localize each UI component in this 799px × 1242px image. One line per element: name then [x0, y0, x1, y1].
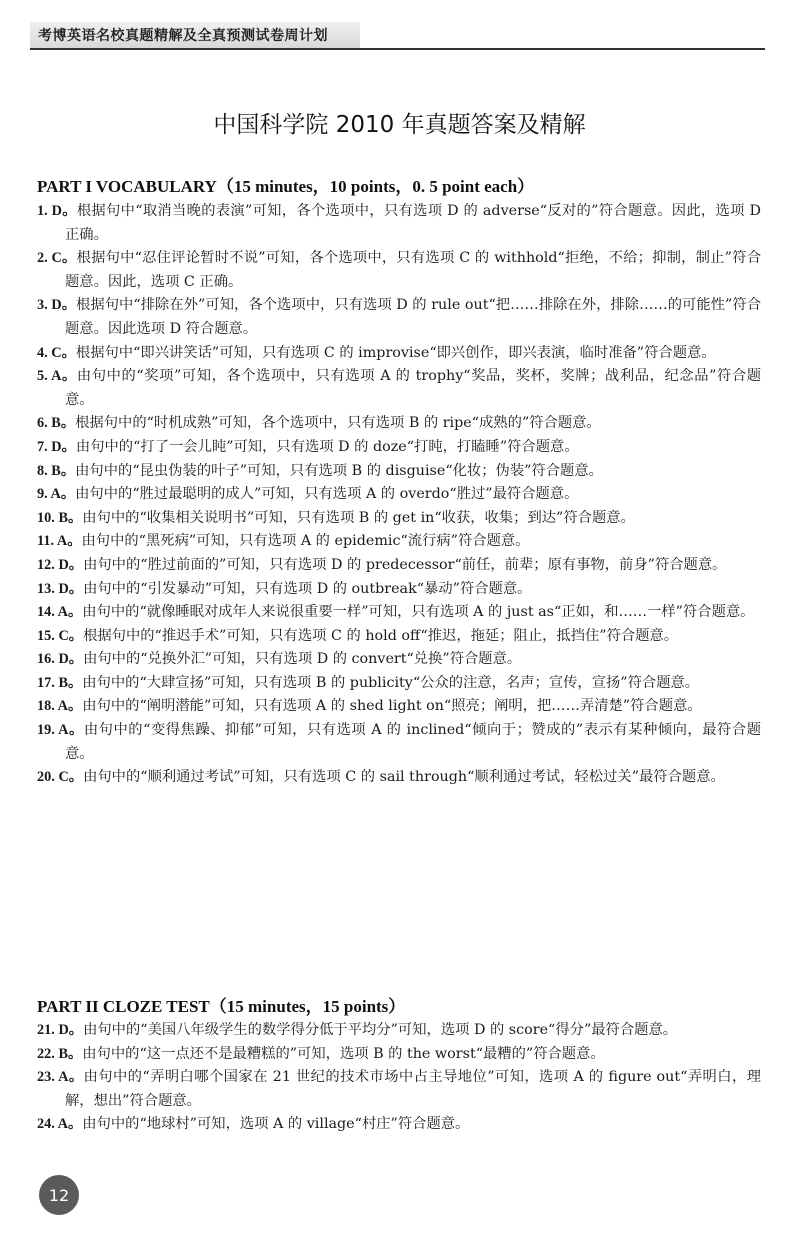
- answer-explanation: 由句中的“胜过最聪明的成人”可知，只有选项 A 的 overdo“胜过”最符合题意。: [75, 486, 579, 503]
- answer-explanation: 由句中的“胜过前面的”可知，只有选项 D 的 predecessor“前任，前辈；原有事物，前身”符合题意。: [83, 556, 727, 573]
- answer-explanation: 根据句中“排除在外”可知，各个选项中，只有选项 D 的 rule out“把……排除在外，排除……的可能性”符合题意。因此选项 D 符合题意。: [65, 297, 761, 337]
- answer-explanation: 由句中的“阐明潜能”可知，只有选项 A 的 shed light on“照亮；阐明，把……弄清楚”符合题意。: [82, 698, 702, 715]
- answer-item: [37, 1066, 761, 1113]
- answer-item: [37, 460, 761, 484]
- page-title: 中国科学院 2010 年真题答案及精解: [213, 112, 586, 138]
- answer-explanation: 由句中的“变得焦躁、抑郁”可知，只有选项 A 的 inclined“倾向于；赞成的”表示有某种倾向，最符合题意。: [65, 722, 761, 762]
- answer-item: [37, 200, 761, 247]
- answer-number: 22. B。: [37, 1045, 83, 1062]
- answer-number: 21. D。: [37, 1022, 84, 1038]
- page-number: 12: [39, 1175, 79, 1215]
- answer-number: 20. C。: [37, 769, 84, 786]
- answer-item: [37, 672, 761, 696]
- answer-item: [37, 436, 761, 460]
- answer-number: 17. B。: [37, 674, 83, 691]
- answer-explanation: 根据句中“忍住评论暂时不说”可知，各个选项中，只有选项 C 的 withhold“拒绝，不给；抑制，制止”符合题意。因此，选项 C 正确。: [65, 250, 762, 290]
- answer-number: 10. B。: [37, 509, 83, 526]
- answer-explanation: 由句中的“弄明白哪个国家在 21 世纪的技术市场中占主导地位”可知，选项 A 的 figure out“弄明白，理解，想出”符合题意。: [65, 1069, 761, 1109]
- answer-item: [37, 247, 761, 294]
- answer-item: [37, 483, 761, 507]
- answer-number: 3. D。: [37, 297, 77, 314]
- part2-heading: PART II CLOZE TEST（15 minutes，15 points）: [37, 997, 406, 1016]
- answer-explanation: 由句中的“地球村”可知，选项 A 的 village“村庄”符合题意。: [82, 1116, 470, 1133]
- answer-number: 24. A。: [37, 1116, 83, 1133]
- answer-number: 11. A。: [37, 533, 82, 550]
- answer-item: [37, 412, 761, 436]
- answer-number: 7. D。: [37, 438, 76, 455]
- running-header: [30, 22, 765, 50]
- answer-number: 14. A。: [37, 604, 83, 621]
- answer-item: [37, 601, 761, 625]
- answer-explanation: 由句中的“引发暴动”可知，只有选项 D 的 outbreak“暴动”符合题意。: [83, 580, 532, 597]
- answer-item: [37, 695, 761, 719]
- answer-number: 16. D。: [37, 651, 84, 668]
- answer-number: 1. D。: [37, 203, 77, 219]
- answer-number: 4. C。: [37, 344, 76, 361]
- answer-item: [37, 342, 761, 366]
- answer-item: [37, 578, 761, 602]
- answer-number: 5. A。: [37, 368, 77, 385]
- answer-explanation: 根据句中“取消当晚的表演”可知，各个选项中，只有选项 D 的 adverse“反对的”符合题意。因此，选项 D 正确。: [65, 203, 762, 243]
- answer-number: 2. C。: [37, 250, 77, 267]
- answer-item: [37, 554, 761, 578]
- answer-item: [37, 365, 761, 412]
- answer-number: 13. D。: [37, 580, 84, 597]
- answer-item: [37, 1113, 761, 1137]
- answer-explanation: 由句中的“大肆宣扬”可知，只有选项 B 的 publicity“公众的注意，名声；宣传，宣扬”符合题意。: [82, 674, 700, 691]
- answer-item: [37, 530, 761, 554]
- answer-number: 18. A。: [37, 698, 83, 715]
- answer-item: [37, 1019, 761, 1043]
- answer-item: [37, 648, 761, 672]
- answer-explanation: 根据句中的“时机成熟”可知，各个选项中，只有选项 B 的 ripe“成熟的”符合题意。: [75, 415, 601, 432]
- answer-explanation: 由句中的“美国八年级学生的数学得分低于平均分”可知，选项 D 的 score“得分”最符合题意。: [83, 1022, 678, 1038]
- answer-item: [37, 507, 761, 531]
- answer-number: 15. C。: [37, 627, 84, 644]
- answer-explanation: 由句中的“顺利通过考试”可知，只有选项 C 的 sail through“顺利通过考试，轻松过关”最符合题意。: [83, 769, 725, 786]
- answer-explanation: 由句中的“昆虫伪装的叶子”可知，只有选项 B 的 disguise“化妆；伪装”符合题意。: [75, 462, 603, 479]
- answer-number: 9. A。: [37, 486, 76, 503]
- answer-item: [37, 766, 761, 790]
- answer-explanation: 由句中的“兑换外汇”可知，只有选项 D 的 convert“兑换”符合题意。: [83, 651, 522, 668]
- answer-item: [37, 294, 761, 341]
- answer-number: 6. B。: [37, 415, 76, 432]
- header-text: 考博英语名校真题精解及全真预测试卷周计划: [38, 28, 328, 44]
- answer-number: 12. D。: [37, 556, 84, 573]
- answer-explanation: 根据句中的“推迟手术”可知，只有选项 C 的 hold off“推迟，拖延；阻止，抵挡住”符合题意。: [83, 627, 679, 644]
- answer-explanation: 由句中的“奖项”可知，各个选项中，只有选项 A 的 trophy“奖品，奖杯，奖牌；战利品，纪念品”符合题意。: [65, 368, 761, 408]
- answer-explanation: 由句中的“收集相关说明书”可知，只有选项 B 的 get in“收获，收集；到达”符合题意。: [82, 509, 635, 526]
- answer-item: [37, 625, 761, 649]
- part1-heading: PART I VOCABULARY（15 minutes，10 points，0. 5 point each）: [37, 177, 535, 196]
- answer-item: [37, 1043, 761, 1067]
- answer-number: 23. A。: [37, 1069, 84, 1086]
- answer-explanation: 由句中的“这一点还不是最糟糕的”可知，选项 B 的 the worst“最糟的”符合题意。: [82, 1045, 605, 1062]
- answer-explanation: 根据句中“即兴讲笑话”可知，只有选项 C 的 improvise“即兴创作，即兴表演，临时准备”符合题意。: [75, 344, 716, 361]
- answer-number: 19. A。: [37, 722, 84, 739]
- answer-number: 8. B。: [37, 462, 76, 479]
- part1-answer-list: [37, 200, 761, 790]
- answer-explanation: 由句中的“就像睡眠对成年人来说很重要一样”可知，只有选项 A 的 just as“正如，和……一样”符合题意。: [82, 604, 755, 621]
- answer-explanation: 由句中的“打了一会儿盹”可知，只有选项 D 的 doze“打盹，打瞌睡”符合题意。: [75, 438, 579, 455]
- answer-explanation: 由句中的“黑死病”可知，只有选项 A 的 epidemic“流行病”符合题意。: [81, 533, 530, 550]
- answer-item: [37, 719, 761, 766]
- part2-answer-list: [37, 1019, 761, 1137]
